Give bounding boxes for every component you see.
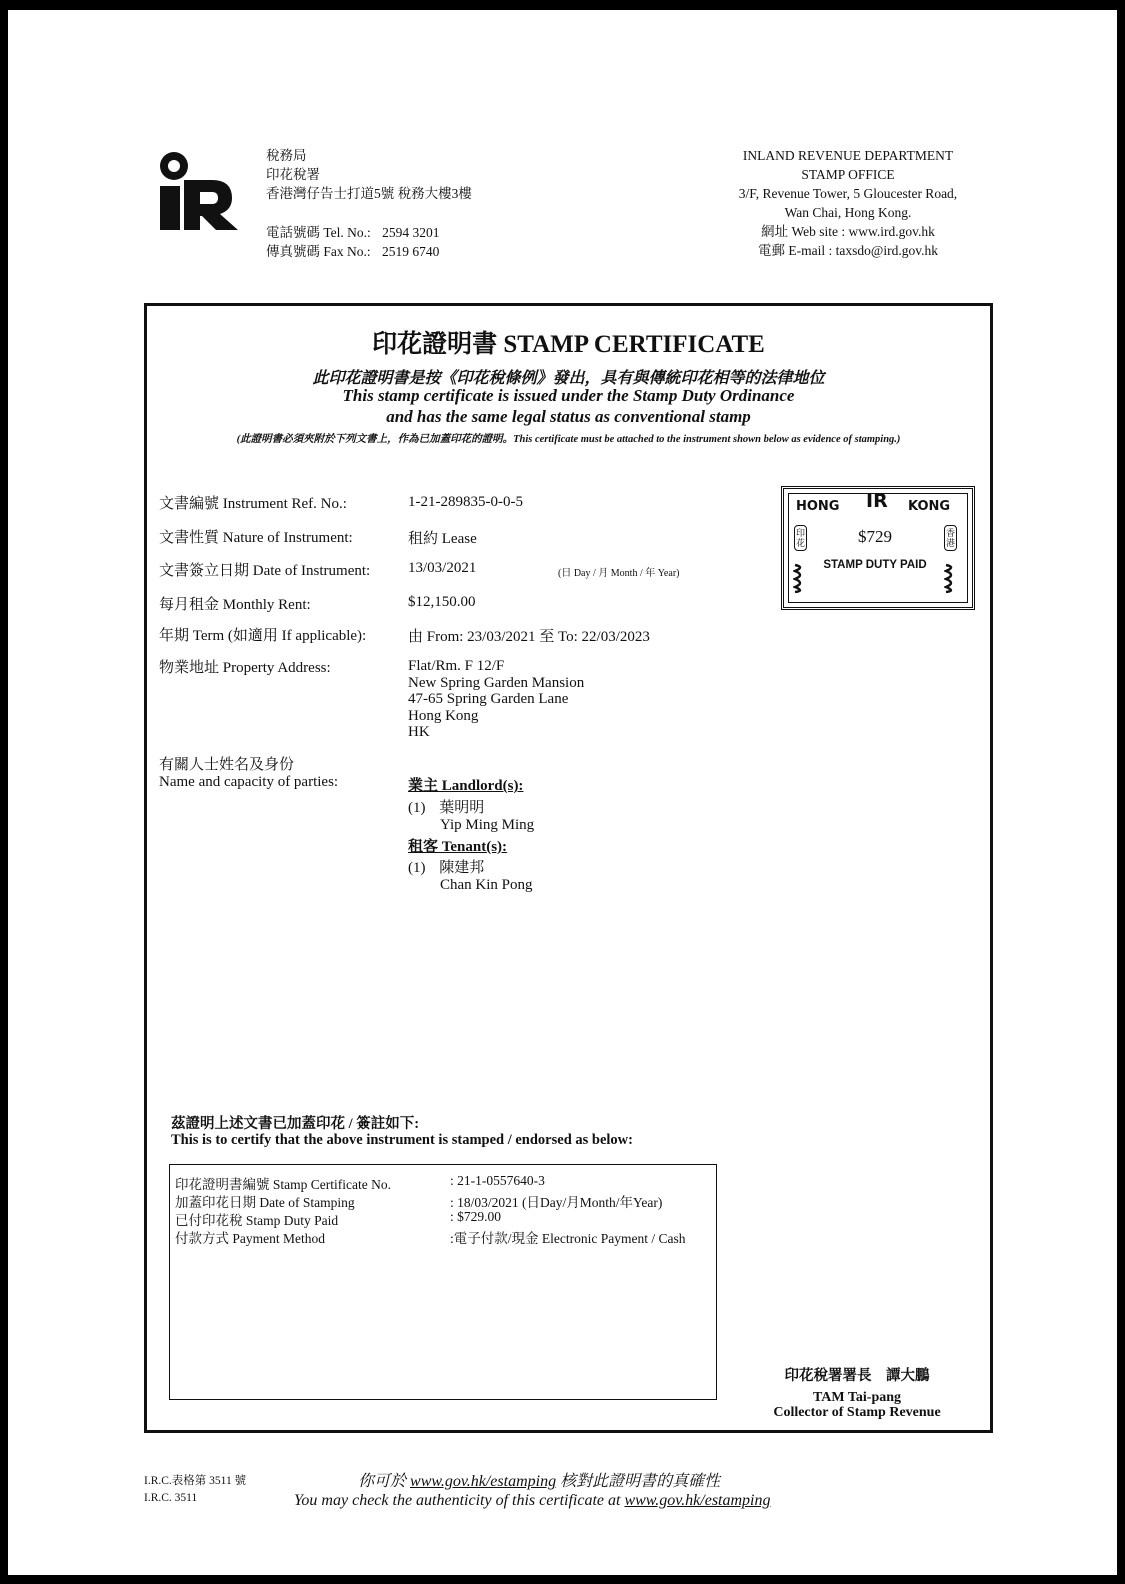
landlord-number: (1) — [408, 800, 426, 816]
address-line: New Spring Garden Mansion — [408, 674, 585, 691]
website-label: 網址 Web site : — [761, 224, 846, 239]
certify-line-en: This is to certify that the above instrument is stamped / endorsed as below: — [171, 1132, 633, 1148]
detail-label: 付款方式 Payment Method — [175, 1231, 325, 1246]
detail-label: 印花證明書編號 Stamp Certificate No. — [175, 1177, 391, 1192]
landlord-name-zh: 葉明明 — [439, 800, 485, 816]
address-line: Flat/Rm. F 12/F — [408, 658, 505, 674]
detail-label: 已付印花稅 Stamp Duty Paid — [175, 1213, 339, 1228]
certificate-note: (此證明書必須夾附於下列文書上，作為已加蓋印花的證明。This certificate must be attached to the instrument shown below as evidence of stamping.) — [236, 434, 901, 445]
detail-value: : 21-1-0557640-3 — [450, 1173, 545, 1188]
email-label: 電郵 E-mail : — [758, 243, 833, 258]
stamp-amount: $729 — [858, 527, 892, 546]
tenant-name-en: Chan Kin Pong — [440, 877, 533, 893]
stamp-duty-paid-stamp — [781, 486, 975, 610]
nature-label: 文書性質 Nature of Instrument: — [159, 530, 353, 546]
signature-name-en: TAM Tai-pang — [812, 1390, 902, 1405]
tenant-entry — [408, 860, 484, 877]
stamp-side-right: 香港 — [944, 525, 957, 551]
check-text-en: You may check the authenticity of this certificate at — [294, 1492, 625, 1509]
header-right — [718, 146, 978, 260]
tel-number: 2594 3201 — [382, 225, 440, 240]
stamp-side-left: 印花 — [794, 525, 807, 551]
stamp-kong: KONG — [908, 499, 951, 514]
rent-value: $12,150.00 — [408, 594, 476, 610]
address-label: 物業地址 Property Address: — [159, 660, 331, 676]
form-number-zh: I.R.C.表格第 3511 號 — [144, 1475, 247, 1487]
certify-line-zh: 茲證明上述文書已加蓋印花 / 簽註如下: — [171, 1116, 420, 1132]
email-link[interactable]: taxsdo@ird.gov.hk — [835, 243, 938, 258]
address-line: Hong Kong — [408, 707, 479, 724]
signature-title-zh: 印花稅署署長 譚大鵬 — [784, 1368, 930, 1384]
header-left-line: 稅務局 — [266, 148, 307, 163]
term-label: 年期 Term (如適用 If applicable): — [159, 628, 367, 644]
detail-value: : 18/03/2021 (日Day/月Month/年Year) — [450, 1195, 663, 1210]
estamping-link-zh[interactable]: www.gov.hk/estamping — [410, 1473, 557, 1490]
tenant-name-zh: 陳建邦 — [439, 860, 485, 876]
stamp-logo-icon: IR — [866, 490, 888, 512]
certificate-subtitle-en-2: and has the same legal status as conventional stamp — [386, 407, 751, 426]
address-line: 47-65 Spring Garden Lane — [408, 691, 569, 707]
detail-label: 加蓋印花日期 Date of Stamping — [175, 1195, 355, 1210]
parties-label-en: Name and capacity of parties: — [159, 773, 339, 790]
ref-label: 文書編號 Instrument Ref. No.: — [159, 496, 347, 512]
ird-logo-icon — [150, 146, 240, 236]
fax-label: 傳真號碼 Fax No.: — [266, 244, 371, 259]
term-value: 由 From: 23/03/2021 至 To: 22/03/2023 — [408, 629, 650, 645]
signature-title-en: Collector of Stamp Revenue — [773, 1405, 941, 1420]
website-row — [718, 222, 978, 241]
certificate-subtitle-zh: 此印花證明書是按《印花稅條例》發出，具有與傳統印花相等的法律地位 — [312, 370, 825, 387]
rent-label: 每月租金 Monthly Rent: — [159, 597, 311, 613]
detail-value: :電子付款/現金 Electronic Payment / Cash — [450, 1231, 686, 1246]
header-left-line: 香港灣仔告士打道5號 稅務大樓3樓 — [266, 186, 472, 201]
stamp-hong: HONG — [796, 499, 840, 514]
tel-label: 電話號碼 Tel. No.: — [266, 225, 371, 240]
date-label: 文書簽立日期 Date of Instrument: — [159, 563, 371, 579]
certificate-title: 印花證明書 STAMP CERTIFICATE — [372, 331, 765, 358]
check-line-zh — [358, 1468, 720, 1491]
tenant-number: (1) — [408, 860, 426, 876]
detail-value: : $729.00 — [450, 1209, 502, 1224]
landlord-heading: 業主 Landlord(s): — [408, 778, 524, 794]
fax-number: 2519 6740 — [382, 244, 440, 259]
header-right-line: 3/F, Revenue Tower, 5 Gloucester Road, — [738, 186, 958, 201]
header-right-line: STAMP OFFICE — [801, 167, 895, 182]
stamp-ornament-left-icon — [793, 563, 807, 593]
estamping-link-en[interactable]: www.gov.hk/estamping — [624, 1492, 771, 1509]
header-left-line: 印花稅署 — [266, 167, 320, 182]
header-right-line: INLAND REVENUE DEPARTMENT — [742, 148, 954, 163]
header-left — [266, 146, 472, 203]
nature-value: 租約 Lease — [408, 531, 477, 547]
landlord-name-en: Yip Ming Ming — [440, 817, 535, 833]
address-value — [408, 658, 584, 741]
check-text-zh-end: 核對此證明書的真確性 — [556, 1473, 721, 1490]
website-link[interactable]: www.ird.gov.hk — [848, 224, 935, 239]
fax-row — [266, 242, 439, 261]
parties-label — [159, 757, 338, 790]
tel-row — [266, 223, 440, 242]
certificate-frame — [144, 303, 993, 1433]
form-number-en: I.R.C. 3511 — [144, 1492, 198, 1504]
date-value: 13/03/2021 — [408, 560, 477, 576]
check-text-zh: 你可於 — [358, 1473, 411, 1490]
tenant-heading: 租客 Tenant(s): — [408, 839, 508, 855]
email-row — [718, 241, 978, 260]
ref-value: 1-21-289835-0-0-5 — [408, 494, 523, 510]
landlord-entry — [408, 800, 484, 817]
certificate-subtitle-en-1: This stamp certificate is issued under the Stamp Duty Ordinance — [342, 386, 795, 405]
check-line-en — [294, 1492, 771, 1510]
document-page — [8, 10, 1117, 1575]
date-format-hint: (日 Day / 月 Month / 年 Year) — [558, 568, 680, 579]
stamp-ornament-right-icon — [944, 563, 958, 593]
address-line: HK — [408, 724, 430, 740]
stamp-label: STAMP DUTY PAID — [823, 559, 927, 571]
stamping-details-box — [169, 1164, 717, 1400]
parties-label-zh: 有關人士姓名及身份 — [159, 757, 295, 773]
header-right-line: Wan Chai, Hong Kong. — [784, 205, 912, 220]
